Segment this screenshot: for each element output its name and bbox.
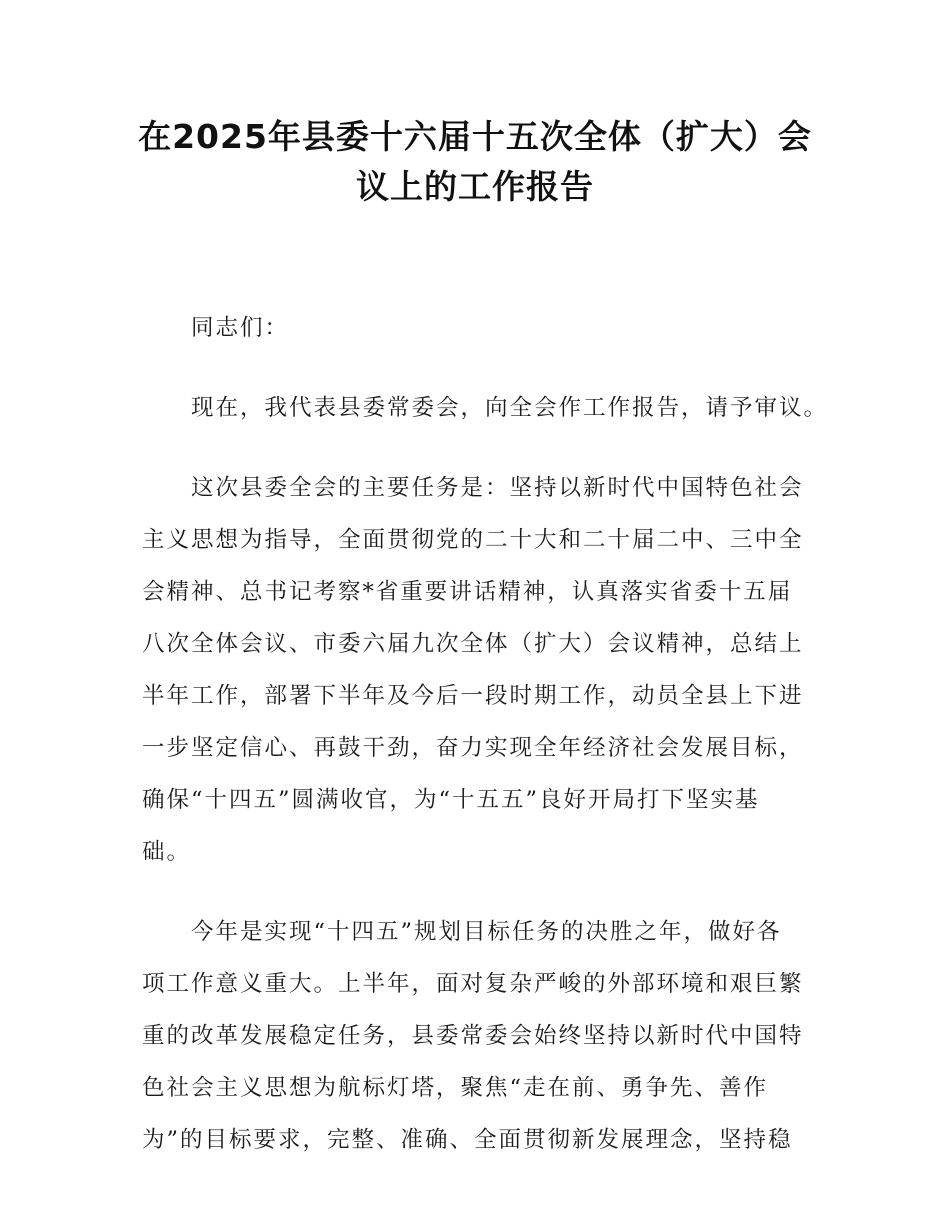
paragraph-2 [142, 462, 822, 878]
paragraph-line: 础。 [142, 839, 192, 865]
paragraph-line: 重的改革发展稳定任务，县委常委会始终坚持以新时代中国特 [142, 1023, 804, 1049]
paragraph-line: 今年是实现“十四五”规划目标任务的决胜之年，做好各 [191, 919, 782, 945]
title-line-2: 议上的工作报告 [356, 167, 594, 206]
paragraph-line: 现在，我代表县委常委会，向全会作工作报告，请予审议。 [191, 395, 829, 421]
paragraph-3 [142, 906, 822, 1166]
paragraph-line: 八次全体会议、市委六届九次全体（扩大）会议精神，总结上 [142, 631, 804, 657]
paragraph-line: 确保“十四五”圆满收官，为“十五五”良好开局打下坚实基 [142, 787, 760, 813]
paragraph-1 [142, 382, 829, 434]
paragraph-line: 为”的目标要求，完整、准确、全面贯彻新发展理念，坚持稳 [142, 1127, 793, 1153]
paragraph-line: 色社会主义思想为航标灯塔，聚焦“走在前、勇争先、善作 [142, 1075, 769, 1101]
document-body [142, 302, 829, 1166]
paragraph-line: 半年工作，部署下半年及今后一段时期工作，动员全县上下进 [142, 683, 804, 709]
paragraph-line: 这次县委全会的主要任务是：坚持以新时代中国特色社会 [191, 475, 804, 501]
paragraph-line: 项工作意义重大。上半年，面对复杂严峻的外部环境和艰巨繁 [142, 971, 804, 997]
document-title [120, 112, 830, 212]
salutation: 同志们： [191, 315, 290, 341]
paragraph-line: 主义思想为指导，全面贯彻党的二十大和二十届二中、三中全 [142, 527, 804, 553]
paragraph-line: 会精神、总书记考察*省重要讲话精神，认真落实省委十五届 [142, 579, 793, 605]
title-line-1: 在2025年县委十六届十五次全体（扩大）会 [138, 117, 812, 156]
paragraph-line: 一步坚定信心、再鼓干劲，奋力实现全年经济社会发展目标， [142, 735, 804, 761]
